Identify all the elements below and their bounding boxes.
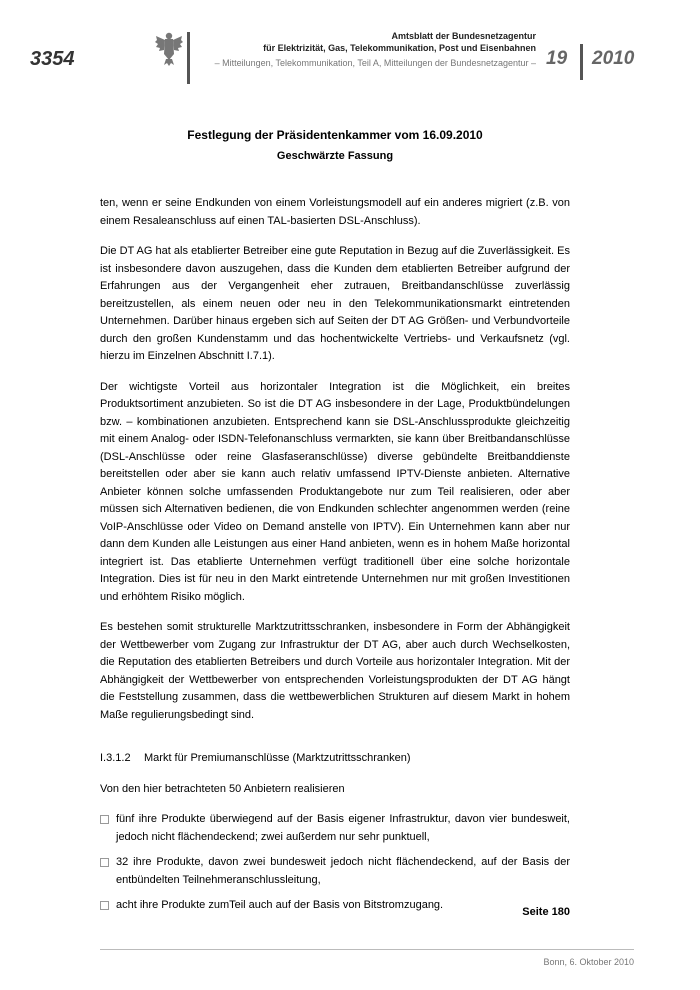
section-number: I.3.1.2	[100, 752, 131, 764]
paragraph: Der wichtigste Vorteil aus horizontaler Integration ist die Möglichkeit, ein breites Produktsortiment anzubieten. So ist die DT AG insbesondere in der Lage, Produktbündelungen bzw. – kombinationen anzubieten. Entsprechend kann sie DSL-Anschlussprodukte gleichzeitig mit einem Analog- oder ISDN-Telefonanschluss vermarkten, sie kann über Breitbandanschlüsse (DSL-Anschlüsse oder reine Glasfaseranschlüsse) diverse gebündelte Breitbanddienste bereitstellen oder aber sie kann auch relativ umfassend IPTV-Dienste anbieten. Alternative Anbieter können solche umfassenden Produktangebote nur zum Teil realisieren, oder aber müssen sich Alternativen bedienen, die von Endkunden schlechter angenommen werden (reine VoIP-Anschlüsse oder Video on Demand anstelle von IPTV). Ein Unternehmen kann aber nur dann dem Kunden alle Leistungen aus einer Hand anbieten, wenn es in hohem Maße horizontal integriert ist. Das etablierte Unternehmen verfügt traditionell über eine solche horizontale Integration. Dies ist für neu in den Markt eintretende Unternehmen nur mit großen Investitionen und erhöhtem Risiko möglich.	[100, 380, 570, 603]
list-item-text: acht ihre Produkte zumTeil auch auf der Basis von Bitstromzugang.	[116, 899, 444, 911]
publication-title-line2: für Elektrizität, Gas, Telekommunikation, Post und Eisenbahnen	[263, 43, 536, 53]
bullet-box-icon	[100, 858, 109, 867]
issue-number: 19	[546, 48, 568, 69]
paragraph: Die DT AG hat als etablierter Betreiber eine gute Reputation in Bezug auf die Zuverlässigkeit. Es ist insbesondere davon auszugehen, dass die Kunden dem etablierten Betreiber aufgrund der Erfahrungen aus der Vergangenheit eher zutrauen, Breitbandanschlüsse zuverlässig bereitzustellen, als einem neuen oder neu in den Telekommunikationsmarkt eintretenden Unternehmen. Darüber hinaus ergeben sich auf Seiten der DT AG Größen- und Verbundvorteile durch den großen Kundenstamm und das hochentwickelte Vertriebs- und Verkaufsnetz (vgl. hierzu im Einzelnen Abschnitt I.7.1).	[100, 245, 570, 362]
section-title: Markt für Premiumanschlüsse (Marktzutrittsschranken)	[144, 752, 411, 764]
footer-rule	[100, 949, 634, 950]
bullet-box-icon	[100, 901, 109, 910]
list-item-text: fünf ihre Produkte überwiegend auf der Basis eigener Infrastruktur, davon vier bundesweit, jedoch nicht flächendeckend; zwei außerdem nur sehr punktuell,	[116, 813, 570, 843]
page-number: 3354	[30, 48, 75, 70]
publication-subtitle: – Mitteilungen, Telekommunikation, Teil A, Mitteilungen der Bundesnetzagentur –	[214, 58, 536, 68]
paragraph: Es bestehen somit strukturelle Marktzutrittsschranken, insbesondere in Form der Abhängigkeit der Wettbewerber vom Zugang zur Infrastruktur der DT AG, aber auch durch Wechselkosten, die Reputation des etablierten Betreibers und durch Vorteile aus horizontaler Integration. Mit der Abhängigkeit der Wettbewerber von entsprechenden Vorleistungsprodukten der DT AG hängt die Feststellung zusammen, dass die wettbewerblichen Strukturen auf diesem Markt in hohem Maße regulierungsbedingt sind.	[100, 621, 570, 721]
document-title: Festlegung der Präsidentenkammer vom 16.09.2010	[187, 128, 483, 142]
bullet-box-icon	[100, 815, 109, 824]
list-item	[100, 854, 570, 889]
paragraph: ten, wenn er seine Endkunden von einem Vorleistungsmodell auf ein anderes migriert (z.B. von einem Resaleanschluss auf einen TAL-basierten DSL-Anschluss).	[100, 197, 570, 227]
issue-divider	[580, 44, 583, 80]
publication-title	[200, 30, 536, 54]
issue-year: 2010	[592, 48, 635, 69]
section-intro: Von den hier betrachteten 50 Anbietern realisieren	[100, 782, 345, 795]
document-subtitle: Geschwärzte Fassung	[276, 150, 394, 162]
footer-date: Bonn, 6. Oktober 2010	[543, 957, 634, 967]
document-body	[100, 195, 570, 923]
header-divider	[187, 32, 190, 84]
section-heading	[100, 750, 570, 768]
bullet-list	[100, 811, 570, 915]
page-label: Seite 180	[522, 906, 570, 918]
list-item	[100, 811, 570, 846]
federal-eagle-icon	[154, 30, 184, 66]
publication-title-line1: Amtsblatt der Bundesnetzagentur	[391, 31, 536, 41]
list-item-text: 32 ihre Produkte, davon zwei bundesweit jedoch nicht flächendeckend, auf der Basis der entbündelten Teilnehmeranschlussleitung,	[116, 856, 570, 886]
